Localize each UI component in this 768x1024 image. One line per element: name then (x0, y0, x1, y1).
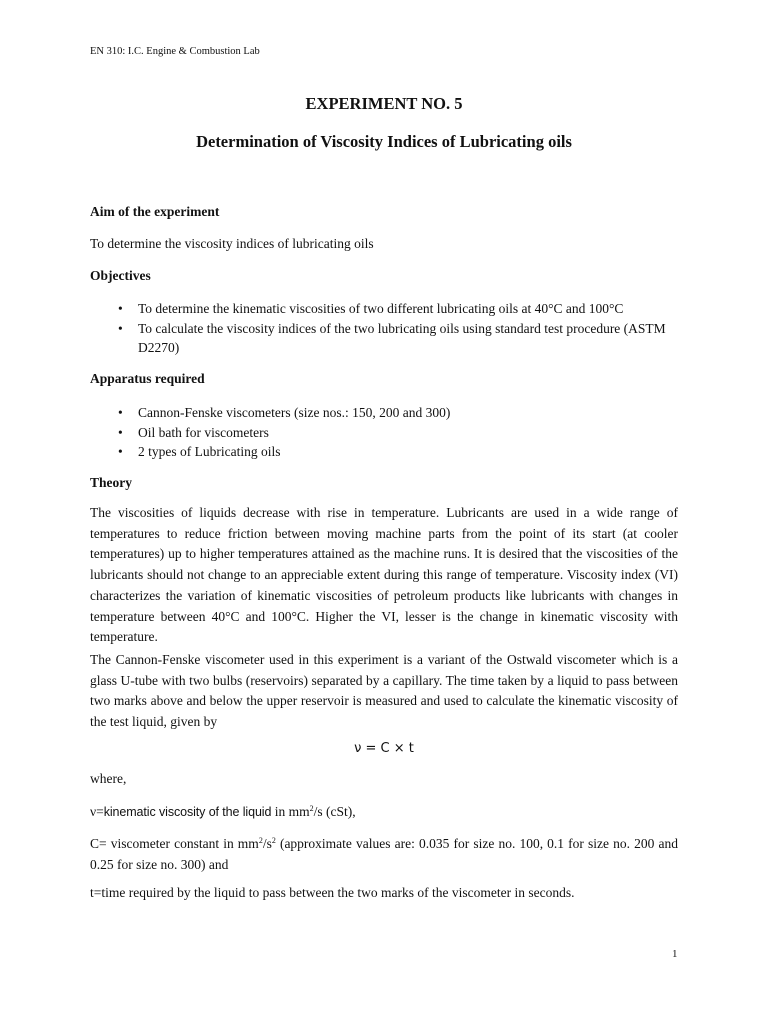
experiment-title: EXPERIMENT NO. 5 (305, 94, 463, 113)
experiment-subtitle: Determination of Viscosity Indices of Lubricating oils (196, 132, 572, 151)
theory-paragraph-2: The Cannon-Fenske viscometer used in this experiment is a variant of the Ostwald viscometer which is a glass U-tube with two bulbs (reservoirs) separated by a capillary. The time taken by a liquid to pass between two marks above and below the upper reservoir is measured and used to calculate the kinematic viscosity of the test liquid, given by (90, 652, 678, 730)
definition-t: t=time required by the liquid to pass between the two marks of the viscometer in seconds. (90, 885, 575, 900)
viscosity-formula: ν = C × t (354, 741, 414, 756)
list-item: • To calculate the viscosity indices of the two lubricating oils using standard test procedure (ASTM D2270) (118, 320, 666, 355)
objectives-heading: Objectives (90, 268, 151, 283)
bullet-icon: • (118, 444, 123, 459)
objectives-list (90, 299, 680, 358)
aim-text: To determine the viscosity indices of lubricating oils (90, 236, 374, 251)
list-item: • To determine the kinematic viscosities of two different lubricating oils at 40°C and 100°C (90, 299, 680, 319)
bullet-icon: • (118, 405, 123, 420)
list-item: • Cannon-Fenske viscometers (size nos.: 150, 200 and 300) (90, 403, 680, 423)
apparatus-list (90, 403, 680, 462)
bullet-icon: • (118, 424, 123, 440)
page-header: EN 310: I.C. Engine & Combustion Lab (90, 46, 260, 57)
bullet-icon: • (118, 301, 123, 316)
definition-nu: ν=kinematic viscosity of the liquid in $mm^2/s$ (cSt), (90, 804, 356, 819)
page-number: 1 (672, 948, 678, 960)
where-label: where, (90, 771, 127, 786)
theory-paragraph-1: The viscosities of liquids decrease with rise in temperature. Lubricants are used in a wide range of temperatures to reduce friction between moving machine parts from the point of its start (at cooler temperatures) up to higher temperatures attained as the machine runs. It is desired that the viscosities of the lubricants should not change to an appreciable extent during this range of temperature. Viscosity index (VI) characterizes the variation of kinematic viscosities of petroleum products like lubricants with changes in temperature between 40°C and 100°C. Higher the VI, lesser is the change in kinematic viscosity with temperature. (90, 505, 678, 645)
list-item: • 2 types of Lubricating oils (90, 442, 680, 462)
bullet-icon: • (118, 320, 123, 336)
list-item: • Oil bath for viscometers (90, 423, 680, 443)
definition-c: C= viscometer constant in $mm^2/s^2$ (approximate values are: 0.035 for size no. 100, 0.1 for size no. 200 and 0.25 for size no. 300) and (90, 836, 678, 872)
apparatus-heading: Apparatus required (90, 371, 205, 386)
aim-heading: Aim of the experiment (90, 204, 220, 219)
theory-heading: Theory (90, 475, 132, 490)
